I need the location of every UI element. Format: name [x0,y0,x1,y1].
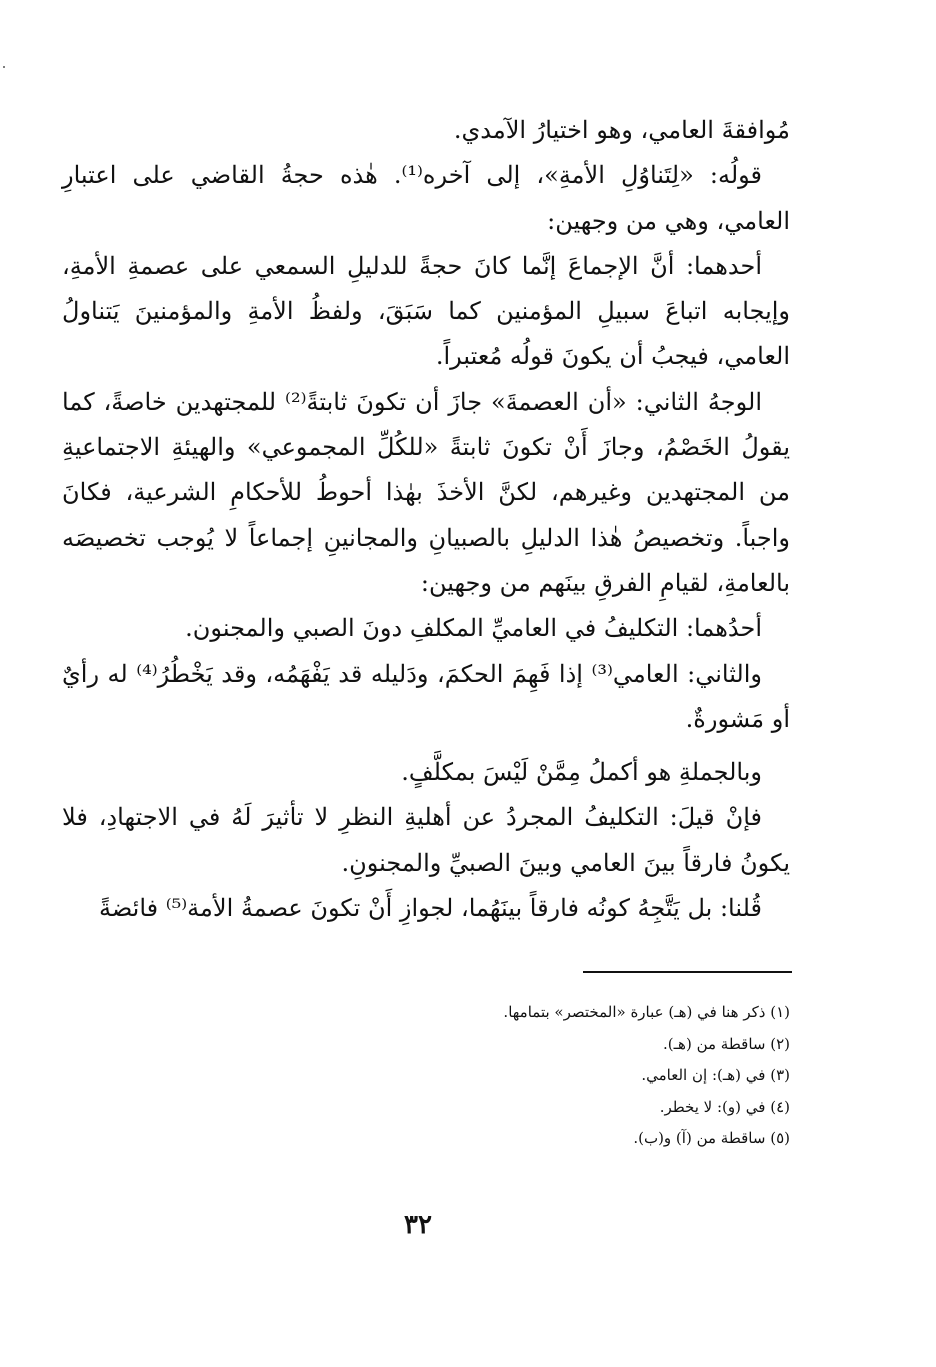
footnote: (٤) في (و): لا يخطر. [659,1097,790,1116]
paragraph: قُلنا: بل يَتَّجِهُ كونُه فارقاً بينَهُما، لجوازِ أَنْ تكونَ عصمةُ الأمة⁽⁵⁾ فائضةً [98,894,762,923]
main-text [62,108,790,931]
footnote-separator [583,971,792,973]
paragraph: فإنْ قيلَ: التكليفُ المجردُ عن أهليةِ النظرِ لا تأثيرَ لَهُ في الاجتهادِ، فلا يكونُ فارقاً بينَ العامي وبينَ الصبيِّ والمجنونِ. [62,803,790,877]
paragraph: الوجهُ الثاني: «أن العصمةَ» جازَ أن تكونَ ثابتةً⁽²⁾ للمجتهدين خاصةً، كما يقولُ الخَصْمُ، وجازَ أَنْ تكونَ ثابتةً «للكُلِّ المجموعي» والهيئةِ الاجتماعيةِ من المجتهدين وغيرهم، لكنَّ الأخذَ بهٰذا أحوطُ للأحكامِ الشرعية، فكانَ واجباً. وتخصيصُ هٰذا الدليلِ بالصبيانِ والمجانينِ إجماعاً لا يُوجب تخصيصَه بالعامةِ، لقيامِ الفرقِ بينَهم من وجهين: [62,387,790,597]
footnote: (٢) ساقطة من (هـ). [663,1034,790,1053]
scan-speck [3,66,5,68]
paragraph: أحدُهما: التكليفُ في العاميِّ المكلفِ دونَ الصبي والمجنون. [185,614,762,643]
paragraph: قولُه: «لِتَناوُلِ الأمةِ»، إلى آخره⁽¹⁾. هٰذه حجةُ القاضي على اعتبارِ العامي، وهي من وجهين: [62,161,790,235]
paragraph: والثاني: العامي⁽³⁾ إذا فَهِمَ الحكمَ، ودَليله قد يَفْهَمُه، وقد يَخْطُرُ⁽⁴⁾ له رأيٌ أو مَشورةٌ. [62,659,790,733]
footnote: (٥) ساقطة من (آ) و(ب). [633,1129,790,1147]
paragraph: مُوافقةَ العامي، وهو اختيارُ الآمدي. [453,116,790,144]
page-number: ٣٢ [404,1210,432,1240]
footnote: (١) ذكر هنا في (هـ) عبارة «المختصر» بتمامها. [503,1003,790,1021]
footnote: (٣) في (هـ): إن العامي. [641,1066,790,1084]
paragraph: وبالجملةِ هو أكملُ مِمَّنْ لَيْسَ بمكلَّفٍ. [401,758,762,787]
paragraph: أحدهما: أنَّ الإجماعَ إنَّما كانَ حجةً للدليلِ السمعي على عصمةِ الأمةِ، وإيجابه اتباعَ سبيلِ المؤمنين كما سَبَقَ، ولفظُ الأمةِ والمؤمنينَ يَتناولُ العامي، فيجبُ أن يكونَ قولُه مُعتبراً. [62,251,790,371]
footnotes [300,997,790,1155]
